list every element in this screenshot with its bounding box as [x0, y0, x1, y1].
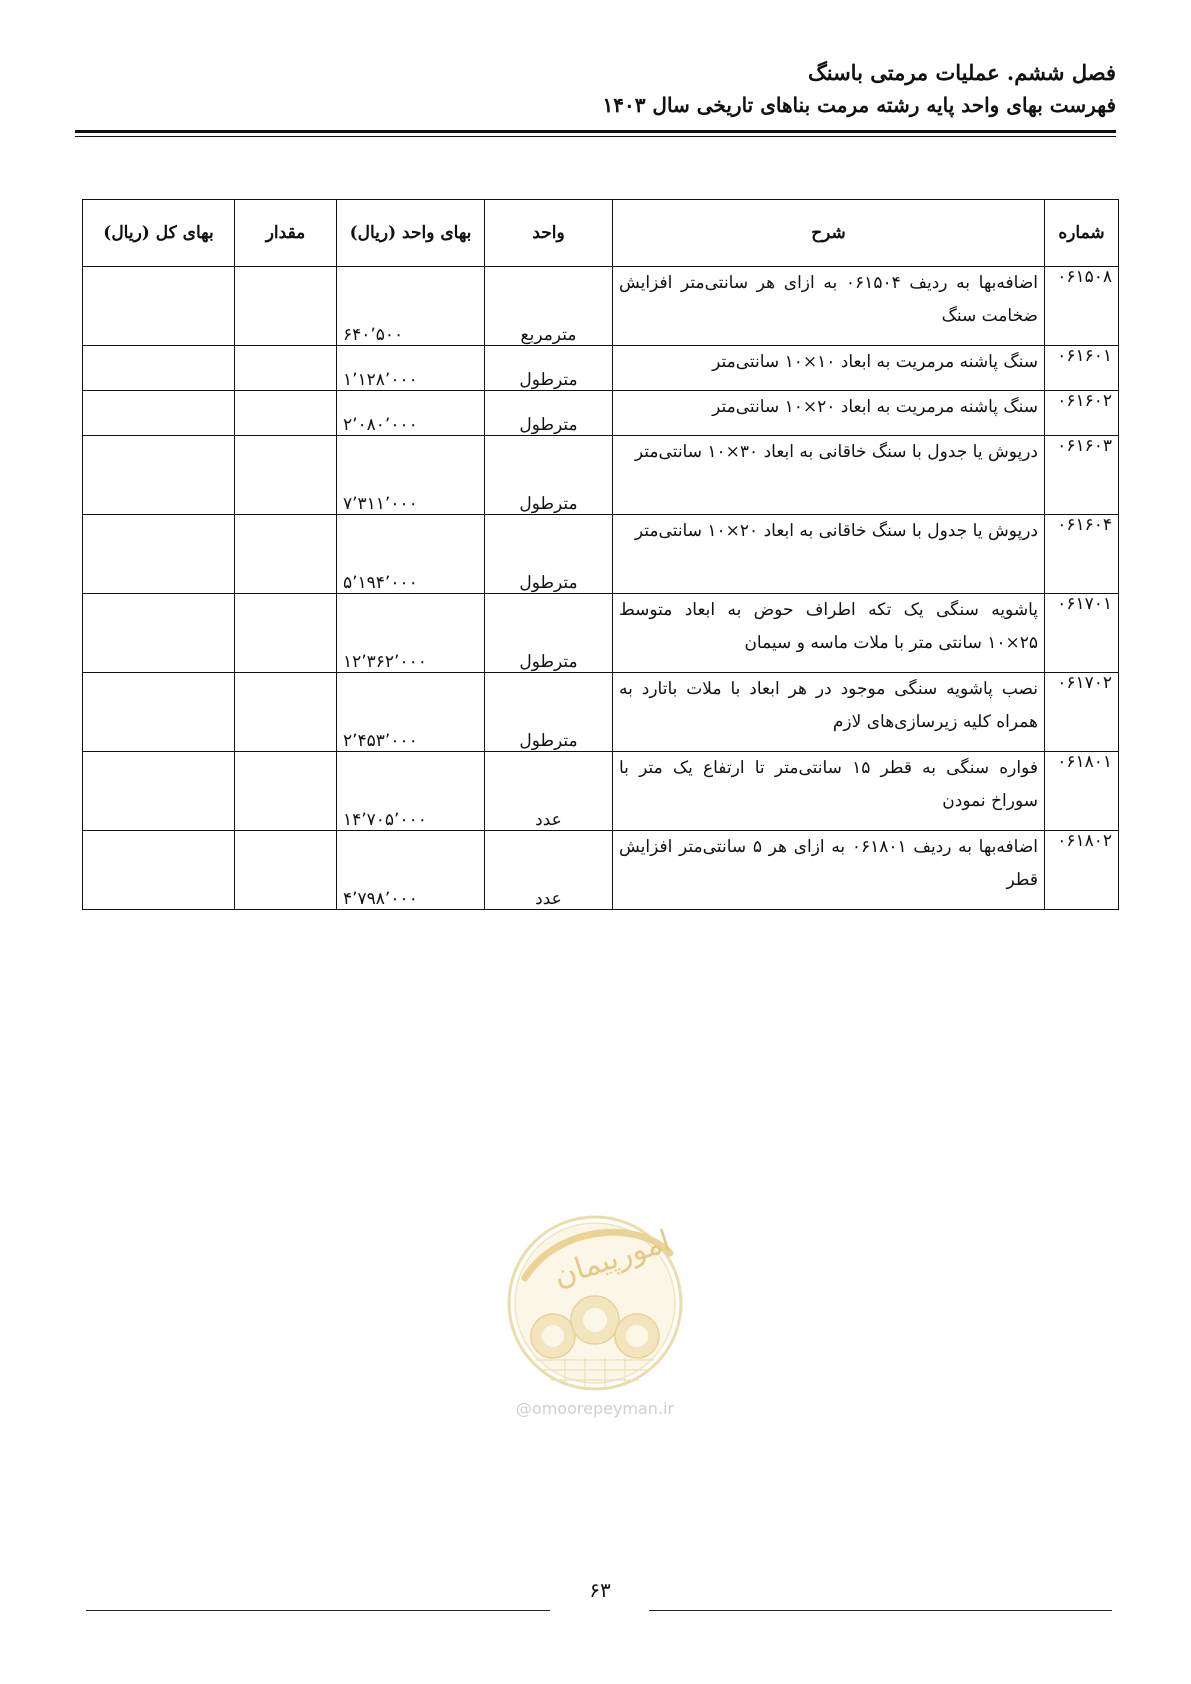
item-total [83, 831, 235, 910]
item-unit-price: ۱٬۱۲۸٬۰۰۰ [337, 346, 485, 391]
item-quantity [235, 752, 337, 831]
item-quantity [235, 594, 337, 673]
item-total [83, 752, 235, 831]
table-row [83, 752, 1119, 831]
item-quantity [235, 673, 337, 752]
watermark-site: @omoorepeyman.ir [515, 1399, 675, 1418]
item-quantity [235, 346, 337, 391]
item-total [83, 673, 235, 752]
item-code: ۰۶۱۶۰۳ [1045, 436, 1119, 515]
item-unit-price: ۲٬۴۵۳٬۰۰۰ [337, 673, 485, 752]
item-unit: مترطول [485, 673, 613, 752]
item-code: ۰۶۱۷۰۱ [1045, 594, 1119, 673]
item-unit: مترطول [485, 391, 613, 436]
item-total [83, 267, 235, 346]
watermark-logo [505, 1208, 685, 1398]
col-header-unit-price: بهای واحد (ریال) [337, 200, 485, 267]
item-unit: مترمربع [485, 267, 613, 346]
item-unit: مترطول [485, 515, 613, 594]
col-header-total-price: بهای کل (ریال) [83, 200, 235, 267]
table-header-row [83, 200, 1119, 267]
col-header-unit: واحد [485, 200, 613, 267]
item-code: ۰۶۱۶۰۴ [1045, 515, 1119, 594]
item-unit: عدد [485, 752, 613, 831]
item-code: ۰۶۱۶۰۱ [1045, 346, 1119, 391]
header-rule-thick [75, 130, 1116, 133]
table-row [83, 346, 1119, 391]
item-unit-price: ۶۴۰٬۵۰۰ [337, 267, 485, 346]
table-row [83, 391, 1119, 436]
svg-text:امورپیمان: امورپیمان [549, 1223, 675, 1295]
item-description: اضافه‌بها به ردیف ۰۶۱۸۰۱ به ازای هر ۵ سانتی‌متر افزایش قطر [613, 831, 1045, 910]
item-quantity [235, 436, 337, 515]
item-description: درپوش یا جدول با سنگ خاقانی به ابعاد ۲۰×۱۰ سانتی‌متر [613, 515, 1045, 594]
chapter-title: فصل ششم. عملیات مرمتی باسنگ [807, 60, 1116, 85]
item-unit: مترطول [485, 594, 613, 673]
item-code: ۰۶۱۸۰۱ [1045, 752, 1119, 831]
item-quantity [235, 267, 337, 346]
item-total [83, 436, 235, 515]
document-title: فهرست بهای واحد پایه رشته مرمت بناهای تاریخی سال ۱۴۰۳ [602, 93, 1116, 117]
item-description: اضافه‌بها به ردیف ۰۶۱۵۰۴ به ازای هر سانتی‌متر افزایش ضخامت سنگ [613, 267, 1045, 346]
item-unit-price: ۷٬۳۱۱٬۰۰۰ [337, 436, 485, 515]
col-header-quantity: مقدار [235, 200, 337, 267]
price-table [82, 199, 1119, 910]
page-number: ۶۳ [589, 1578, 611, 1602]
item-quantity [235, 515, 337, 594]
item-description: نصب پاشویه سنگی موجود در هر ابعاد با ملات باتارد به همراه کلیه زیرسازی‌های لازم [613, 673, 1045, 752]
item-unit: مترطول [485, 436, 613, 515]
item-quantity [235, 831, 337, 910]
item-unit-price: ۲٬۰۸۰٬۰۰۰ [337, 391, 485, 436]
item-quantity [235, 391, 337, 436]
item-description: پاشویه سنگی یک تکه اطراف حوض به ابعاد متوسط ۲۵×۱۰ سانتی متر با ملات ماسه و سیمان [613, 594, 1045, 673]
item-total [83, 391, 235, 436]
table-row [83, 436, 1119, 515]
item-unit: عدد [485, 831, 613, 910]
item-unit: مترطول [485, 346, 613, 391]
table-row [83, 594, 1119, 673]
item-unit-price: ۴٬۷۹۸٬۰۰۰ [337, 831, 485, 910]
table-row [83, 673, 1119, 752]
table-row [83, 515, 1119, 594]
item-unit-price: ۵٬۱۹۴٬۰۰۰ [337, 515, 485, 594]
table-row [83, 831, 1119, 910]
footer-rule-left [86, 1610, 550, 1611]
item-code: ۰۶۱۶۰۲ [1045, 391, 1119, 436]
item-code: ۰۶۱۷۰۲ [1045, 673, 1119, 752]
item-code: ۰۶۱۵۰۸ [1045, 267, 1119, 346]
footer-rule-right [649, 1610, 1112, 1611]
item-unit-price: ۱۲٬۳۶۲٬۰۰۰ [337, 594, 485, 673]
item-code: ۰۶۱۸۰۲ [1045, 831, 1119, 910]
col-header-code: شماره [1045, 200, 1119, 267]
item-total [83, 515, 235, 594]
page-header [602, 56, 1116, 120]
table-row [83, 267, 1119, 346]
header-rule-thin [75, 136, 1116, 137]
item-description: درپوش یا جدول با سنگ خاقانی به ابعاد ۳۰×۱۰ سانتی‌متر [613, 436, 1045, 515]
item-unit-price: ۱۴٬۷۰۵٬۰۰۰ [337, 752, 485, 831]
item-description: سنگ پاشنه مرمریت به ابعاد ۱۰×۱۰ سانتی‌متر [613, 346, 1045, 391]
item-description: فواره سنگی به قطر ۱۵ سانتی‌متر تا ارتفاع یک متر با سوراخ نمودن [613, 752, 1045, 831]
item-description: سنگ پاشنه مرمریت به ابعاد ۲۰×۱۰ سانتی‌متر [613, 391, 1045, 436]
item-total [83, 594, 235, 673]
item-total [83, 346, 235, 391]
col-header-description: شرح [613, 200, 1045, 267]
